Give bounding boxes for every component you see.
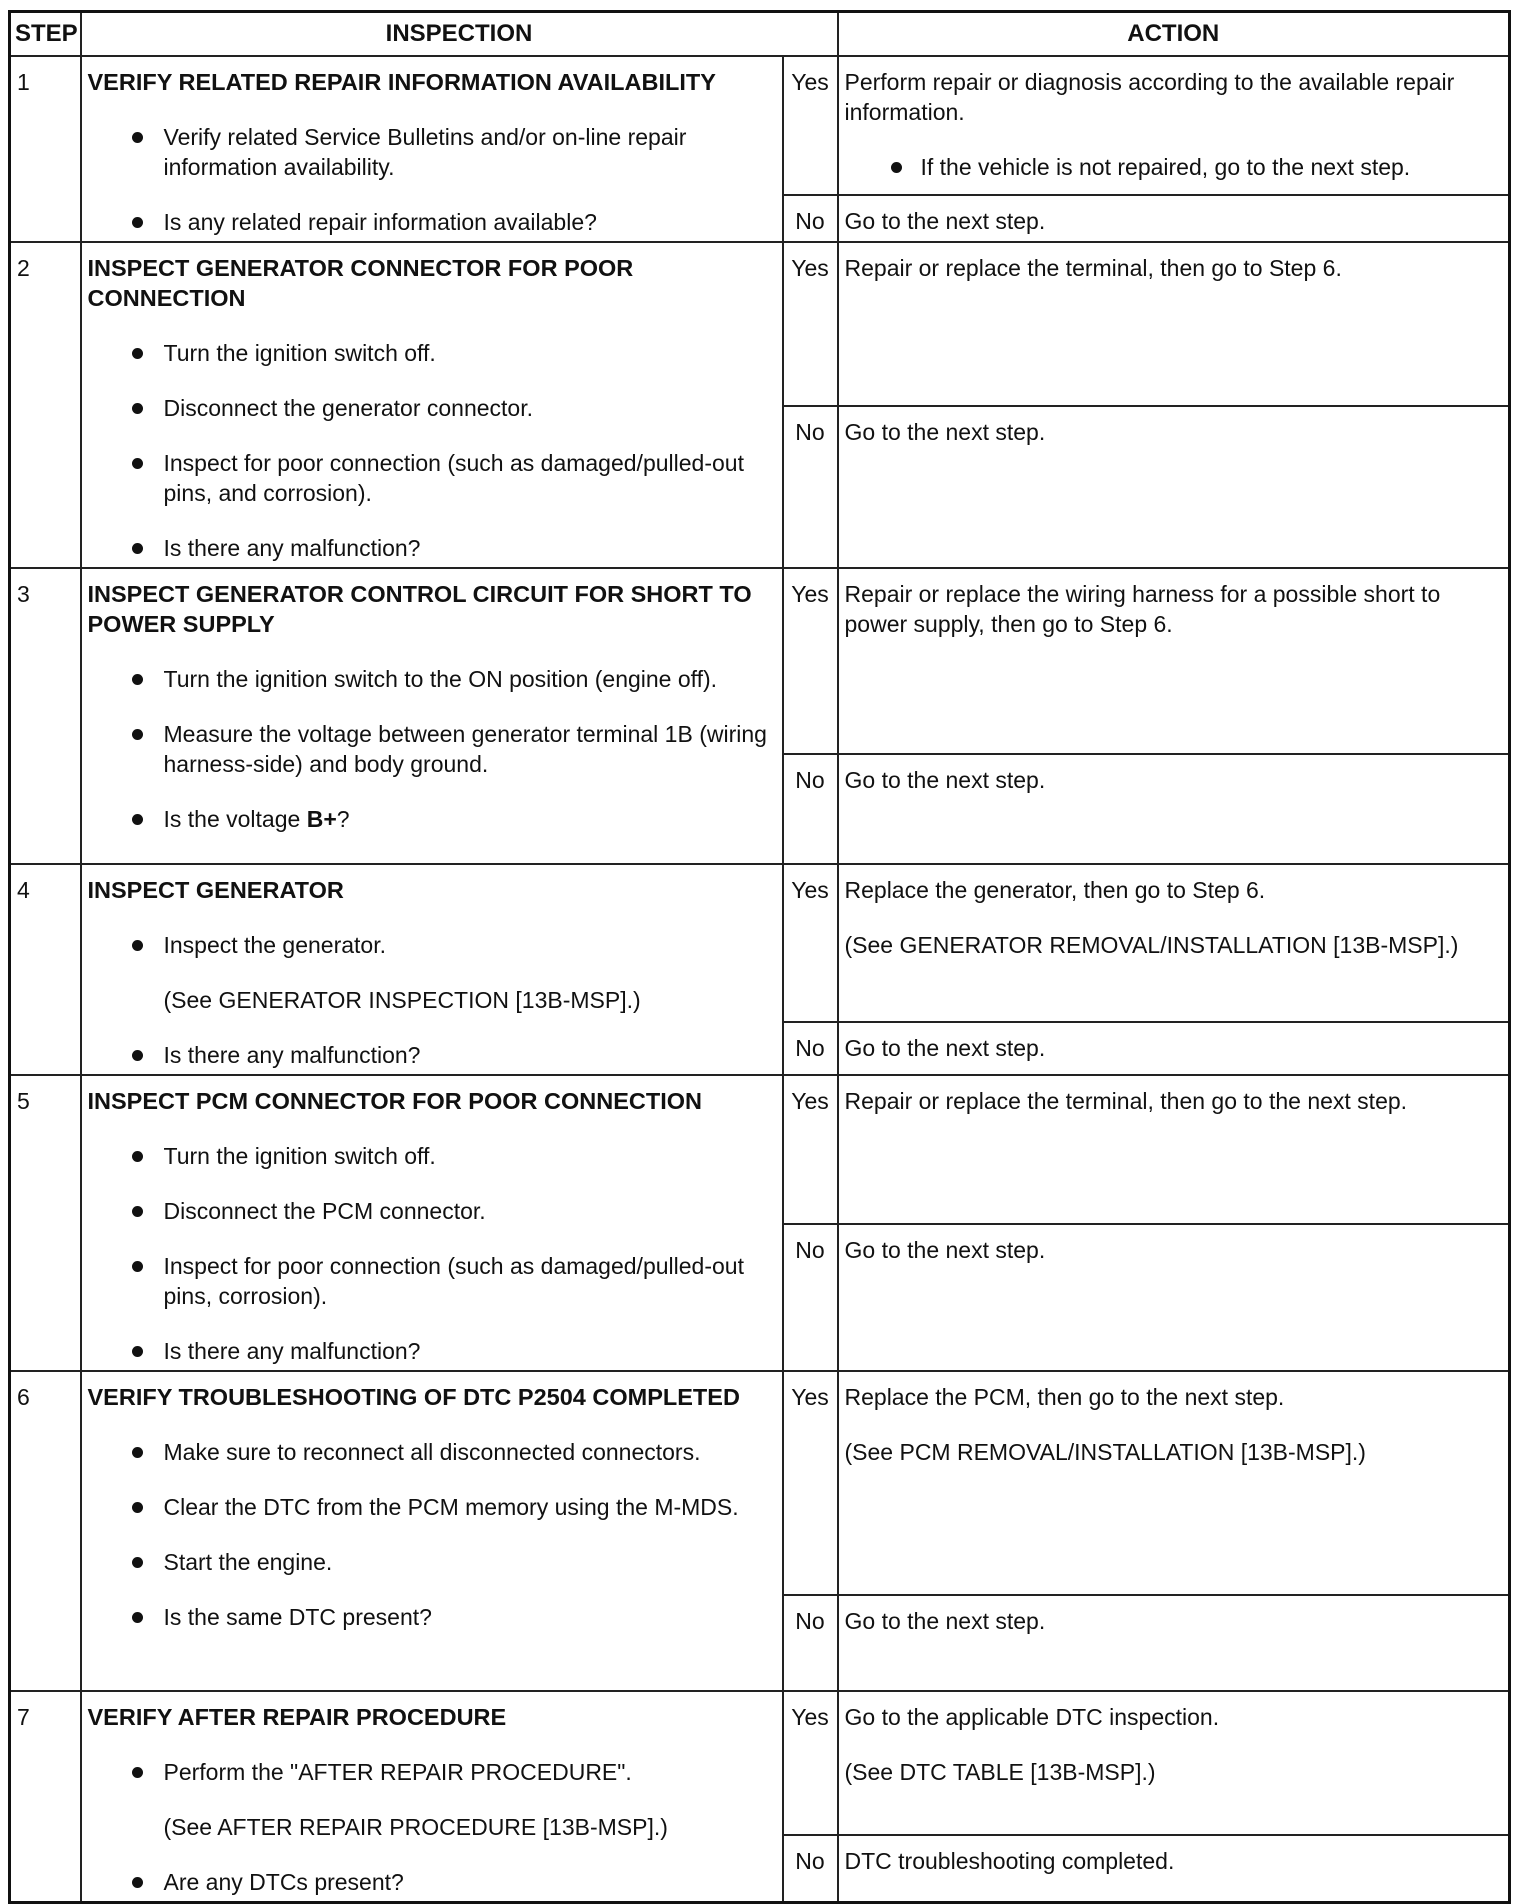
header-inspection: INSPECTION [81,12,838,57]
action-note: (See GENERATOR REMOVAL/INSTALLATION [13B-MSP].) [844,932,1459,958]
no-label: No [783,1022,838,1075]
step-inspection [81,1371,783,1691]
yes-action [838,1371,1510,1595]
question-value: B+ [306,806,337,832]
step-inspection [81,56,783,242]
no-action: Go to the next step. [838,754,1510,864]
yes-action [838,864,1510,1022]
step-inspection [81,568,783,864]
action-bullet: If the vehicle is not repaired, go to the next step. [845,152,1503,182]
question-prefix: Is the voltage [163,806,307,832]
yes-label: Yes [783,1075,838,1224]
action-text: Perform repair or diagnosis according to the available repair information. [844,69,1455,125]
step-number: 7 [10,1691,81,1903]
step-title: VERIFY AFTER REPAIR PROCEDURE [87,1704,507,1730]
yes-label: Yes [783,56,838,195]
no-action: Go to the next step. [838,1224,1510,1371]
step-number: 5 [10,1075,81,1371]
no-action: Go to the next step. [838,1595,1510,1691]
inspection-item: Clear the DTC from the PCM memory using the M-MDS. [88,1492,774,1522]
header-row [10,12,1510,57]
action-text: Replace the PCM, then go to the next step. [844,1384,1285,1410]
inspection-item: Verify related Service Bulletins and/or on-line repair information availability. [88,122,774,182]
yes-action [838,56,1510,195]
step-5-yes-row [10,1075,1510,1224]
inspection-question: Is there any malfunction? [88,1336,774,1366]
step-number: 3 [10,568,81,864]
no-label: No [783,406,838,568]
step-title: INSPECT GENERATOR CONNECTOR FOR POOR CONNECTION [87,255,634,311]
yes-label: Yes [783,1691,838,1835]
step-number: 2 [10,242,81,568]
step-title: VERIFY RELATED REPAIR INFORMATION AVAILABILITY [87,69,716,95]
action-note: (See PCM REMOVAL/INSTALLATION [13B-MSP].) [844,1439,1366,1465]
yes-label: Yes [783,864,838,1022]
action-text: Replace the generator, then go to Step 6. [844,877,1266,903]
yes-action: Repair or replace the terminal, then go to the next step. [838,1075,1510,1224]
no-label: No [783,1835,838,1902]
inspection-item: Make sure to reconnect all disconnected connectors. [88,1437,774,1467]
inspection-item: Inspect the generator. [88,930,774,960]
question-suffix: ? [336,806,350,832]
no-label: No [783,1224,838,1371]
step-number: 6 [10,1371,81,1691]
inspection-item: Turn the ignition switch to the ON position (engine off). [88,664,774,694]
action-note: (See DTC TABLE [13B-MSP].) [844,1759,1156,1785]
inspection-item: Perform the "AFTER REPAIR PROCEDURE". [88,1757,774,1787]
action-text: Go to the applicable DTC inspection. [844,1704,1220,1730]
step-title: VERIFY TROUBLESHOOTING OF DTC P2504 COMPLETED [87,1384,740,1410]
inspection-item: Turn the ignition switch off. [88,338,774,368]
step-6-yes-row [10,1371,1510,1595]
step-4-yes-row [10,864,1510,1022]
no-action: Go to the next step. [838,1022,1510,1075]
step-inspection [81,864,783,1075]
yes-action: Repair or replace the terminal, then go to Step 6. [838,242,1510,406]
inspection-item: Disconnect the PCM connector. [88,1196,774,1226]
no-label: No [783,754,838,864]
inspection-question: Are any DTCs present? [88,1867,774,1897]
inspection-item: Turn the ignition switch off. [88,1141,774,1171]
inspection-item: Inspect for poor connection (such as damaged/pulled-out pins, and corrosion). [88,448,774,508]
inspection-item: Start the engine. [88,1547,774,1577]
step-3-yes-row [10,568,1510,754]
step-number: 1 [10,56,81,242]
yes-action: Repair or replace the wiring harness for a possible short to power supply, then go to Step 6. [838,568,1510,754]
no-action: Go to the next step. [838,406,1510,568]
inspection-item: Inspect for poor connection (such as damaged/pulled-out pins, corrosion). [88,1251,774,1311]
no-action: Go to the next step. [838,195,1510,242]
inspection-question: Is there any malfunction? [88,533,774,563]
inspection-note: (See AFTER REPAIR PROCEDURE [13B-MSP].) [163,1814,668,1840]
inspection-question: Is any related repair information available? [88,207,774,237]
no-label: No [783,195,838,242]
step-7-yes-row [10,1691,1510,1835]
no-label: No [783,1595,838,1691]
inspection-item: Measure the voltage between generator terminal 1B (wiring harness-side) and body ground. [88,719,774,779]
step-title: INSPECT GENERATOR CONTROL CIRCUIT FOR SHORT TO POWER SUPPLY [87,581,752,637]
step-number: 4 [10,864,81,1075]
step-title: INSPECT GENERATOR [87,877,344,903]
step-1-yes-row [10,56,1510,195]
yes-label: Yes [783,1371,838,1595]
inspection-item: Disconnect the generator connector. [88,393,774,423]
yes-label: Yes [783,568,838,754]
header-step: STEP [10,12,81,57]
step-inspection [81,242,783,568]
step-title: INSPECT PCM CONNECTOR FOR POOR CONNECTION [87,1088,703,1114]
yes-action [838,1691,1510,1835]
troubleshooting-table [8,10,1511,1904]
step-2-yes-row [10,242,1510,406]
inspection-question: Is the same DTC present? [88,1602,774,1632]
yes-label: Yes [783,242,838,406]
header-action: ACTION [838,12,1510,57]
inspection-question: Is there any malfunction? [88,1040,774,1070]
no-action: DTC troubleshooting completed. [838,1835,1510,1902]
step-inspection [81,1691,783,1903]
step-inspection [81,1075,783,1371]
inspection-note: (See GENERATOR INSPECTION [13B-MSP].) [163,987,641,1013]
inspection-question [88,804,774,834]
